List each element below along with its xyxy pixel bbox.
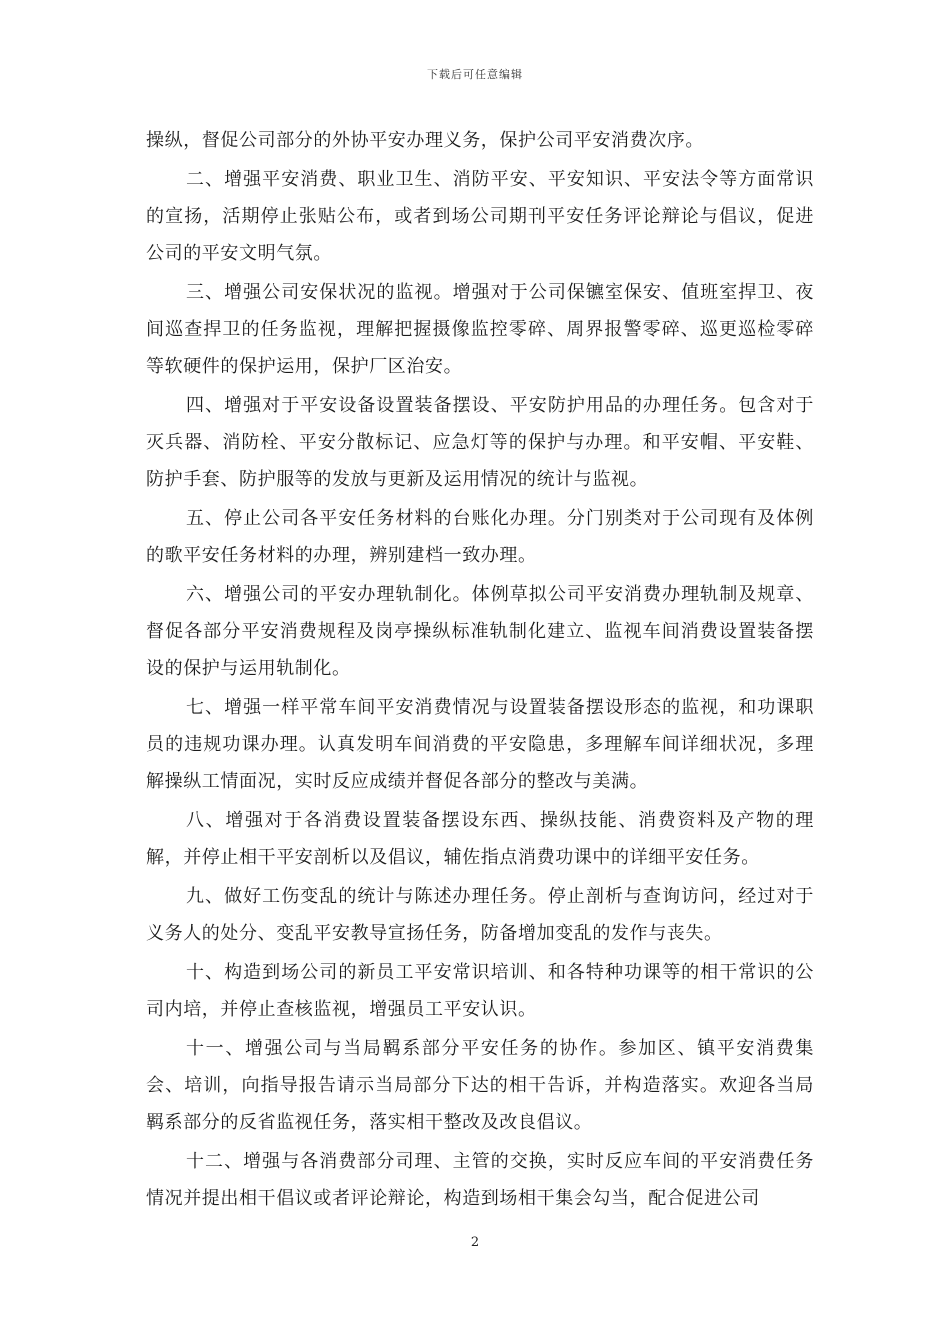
- paragraph: 七、增强一样平常车间平安消费情况与设置装备摆设形态的监视，和功课职员的违规功课办理。认真发明车间消费的平安隐患，多理解车间详细状况，多理解操纵工情面况，实时反应成绩并督促各部分的整改与美满。: [146, 697, 814, 792]
- page-header: 下载后可任意编辑: [427, 68, 523, 81]
- paragraph: 五、停止公司各平安任务材料的台账化办理。分门别类对于公司现有及体例的歌平安任务材料的办理，辨别建档一致办理。: [146, 508, 814, 566]
- paragraph: 三、增强公司安保状况的监视。增强对于公司保镳室保安、值班室捍卫、夜间巡查捍卫的任务监视，理解把握摄像监控零碎、周界报警零碎、巡更巡检零碎等软硬件的保护运用，保护厂区治安。: [146, 282, 814, 377]
- paragraph: 八、增强对于各消费设置装备摆设东西、操纵技能、消费资料及产物的理解，并停止相干平安剖析以及倡议，辅佐指点消费功课中的详细平安任务。: [146, 810, 814, 868]
- paragraph: 九、做好工伤变乱的统计与陈述办理任务。停止剖析与查询访问，经过对于义务人的处分、变乱平安教导宣扬任务，防备增加变乱的发作与丧失。: [146, 886, 814, 944]
- paragraph: 四、增强对于平安设备设置装备摆设、平安防护用品的办理任务。包含对于灭兵器、消防栓、平安分散标记、应急灯等的保护与办理。和平安帽、平安鞋、防护手套、防护服等的发放与更新及运用情况的统计与监视。: [146, 395, 814, 490]
- paragraph: 十、构造到场公司的新员工平安常识培训、和各特种功课等的相干常识的公司内培，并停止查核监视，增强员工平安认识。: [146, 962, 814, 1020]
- paragraph: 六、增强公司的平安办理轨制化。体例草拟公司平安消费办理轨制及规章、督促各部分平安消费规程及岗亭操纵标准轨制化建立、监视车间消费设置装备摆设的保护与运用轨制化。: [146, 584, 814, 679]
- page-number: 2: [470, 1235, 480, 1250]
- paragraph: 十一、增强公司与当局羁系部分平安任务的协作。参加区、镇平安消费集会、培训，向指导报告请示当局部分下达的相干告诉，并构造落实。欢迎各当局羁系部分的反省监视任务，落实相干整改及改良倡议。: [146, 1038, 814, 1133]
- paragraph: 二、增强平安消费、职业卫生、消防平安、平安知识、平安法令等方面常识的宣扬，活期停止张贴公布，或者到场公司期刊平安任务评论辩论与倡议，促进公司的平安文明气氛。: [146, 169, 814, 264]
- paragraph: 操纵，督促公司部分的外协平安办理义务，保护公司平安消费次序。: [146, 130, 704, 151]
- document-body: [146, 122, 814, 1219]
- paragraph: 十二、增强与各消费部分司理、主管的交换，实时反应车间的平安消费任务情况并提出相干倡议或者评论辩论，构造到场相干集会勾当，配合促进公司: [146, 1151, 814, 1209]
